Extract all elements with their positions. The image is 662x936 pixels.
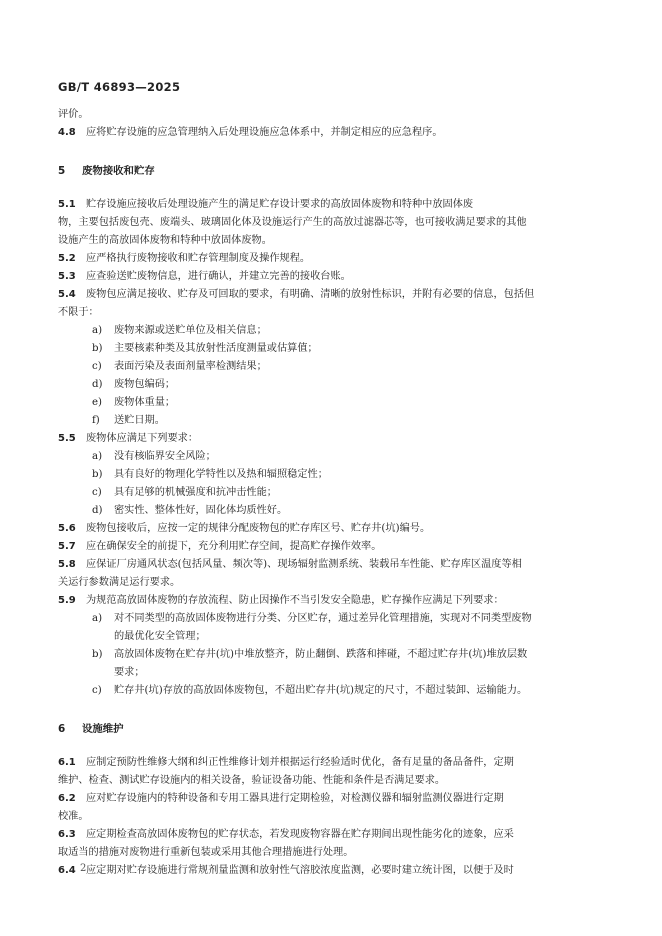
list-item-label: b)	[92, 469, 103, 480]
text-line	[92, 360, 267, 374]
text-line	[58, 540, 381, 554]
text-line	[92, 342, 318, 356]
section-title: 废物接收和贮存	[82, 165, 155, 177]
text-line	[58, 288, 534, 302]
text-line	[58, 198, 473, 212]
text-line	[58, 864, 514, 878]
list-item-label: b)	[92, 649, 103, 660]
line-text: 废物包编码；	[114, 379, 176, 390]
page-number: 2	[80, 863, 87, 874]
text-line	[92, 324, 267, 338]
text-line	[58, 108, 89, 122]
clause-number: 5.4	[58, 289, 76, 300]
line-text: 应制定预防性维修大纲和纠正性维修计划并根据运行经验适时优化，备有足量的备品备件，定期	[86, 757, 514, 768]
clause-number: 5.1	[58, 199, 76, 210]
list-item-label: b)	[92, 343, 103, 354]
clause-number: 6.1	[58, 757, 76, 768]
clause-number: 6.4	[58, 865, 76, 876]
list-item-label: e)	[92, 397, 103, 408]
text-line	[58, 270, 351, 284]
text-line	[58, 576, 180, 590]
line-text: 废物来源或送贮单位及相关信息；	[114, 325, 267, 336]
clause-number: 5.5	[58, 433, 76, 444]
line-text: 主要核素种类及其放射性活度测量或估算值；	[114, 343, 318, 354]
list-item-label: c)	[92, 487, 102, 498]
section-heading	[58, 720, 124, 735]
list-item-label: a)	[92, 613, 103, 624]
line-text: 贮存设施应接收后处理设施产生的满足贮存设计要求的高放固体废物和特种中放固体废	[86, 199, 474, 210]
clause-number: 5.9	[58, 595, 76, 606]
text-line	[92, 684, 527, 698]
text-line	[92, 612, 532, 626]
document-header: GB/T 46893—2025	[58, 80, 181, 94]
line-text: 关运行参数满足运行要求。	[58, 577, 181, 588]
line-text: 应对贮存设施内的特种设备和专用工器具进行定期检验，对检测仪器和辐射监测仪器进行定期	[86, 793, 504, 804]
text-line	[58, 810, 89, 824]
list-item-label: d)	[92, 505, 103, 516]
section-title: 设施维护	[82, 723, 124, 735]
line-text: 应查验送贮废物信息，进行确认，并建立完善的接收台账。	[86, 271, 351, 282]
line-text: 校准。	[58, 811, 89, 822]
text-line	[58, 774, 445, 788]
section-number: 5	[58, 165, 66, 177]
text-line	[58, 252, 310, 266]
text-line	[92, 450, 216, 464]
list-item-label: c)	[92, 361, 102, 372]
line-text: 具有足够的机械强度和抗冲击性能；	[114, 487, 277, 498]
line-text: 物，主要包括废包壳、废端头、玻璃固化体及设施运行产生的高放过滤器芯等，也可接收满足要求的其他	[58, 217, 527, 228]
line-text: 废物体重量；	[114, 397, 176, 408]
text-line	[92, 504, 287, 518]
line-text: 评价。	[58, 109, 89, 120]
text-line	[58, 432, 198, 446]
text-line	[58, 306, 99, 320]
clause-number: 5.7	[58, 541, 76, 552]
line-text: 不限于：	[58, 307, 99, 318]
line-text: 贮存井(坑)存放的高放固体废物包，不超出贮存井(坑)规定的尺寸，不超过装卸、运输能力。	[114, 685, 528, 696]
clause-number: 6.3	[58, 829, 76, 840]
line-text: 应定期检查高放固体废物包的贮存状态，若发现废物容器在贮存期间出现性能劣化的迹象，应采	[86, 829, 514, 840]
clause-number: 5.3	[58, 271, 76, 282]
line-text: 应保证厂房通风状态(包括风量、频次等)、现场辐射监测系统、装载吊车性能、贮存库区温度等相	[86, 559, 522, 570]
line-text: 废物包接收后，应按一定的规律分配废物包的贮存库区号、贮存井(坑)编号。	[86, 523, 431, 534]
line-text: 要求；	[114, 667, 145, 678]
text-line	[58, 792, 504, 806]
text-line	[114, 630, 206, 644]
line-text: 高放固体废物在贮存井(坑)中堆放整齐，防止翻倒、跌落和摔碰，不超过贮存井(坑)堆放层数	[114, 649, 528, 660]
list-item-label: c)	[92, 685, 102, 696]
list-item-label: a)	[92, 325, 103, 336]
text-line	[92, 486, 277, 500]
line-text: 没有核临界安全风险；	[114, 451, 216, 462]
line-text: 送贮日期。	[114, 415, 165, 426]
line-text: 密实性、整体性好，固化体均质性好。	[114, 505, 288, 516]
line-text: 为规范高放固体废物的存放流程、防止因操作不当引发安全隐患，贮存操作应满足下列要求：	[86, 595, 504, 606]
text-line	[92, 378, 175, 392]
text-line	[114, 666, 145, 680]
line-text: 取适当的措施对废物进行重新包装或采用其他合理措施进行处理。	[58, 847, 354, 858]
section-heading	[58, 162, 155, 177]
text-line	[58, 126, 443, 140]
text-line	[92, 648, 527, 662]
text-line	[58, 558, 522, 572]
section-number: 6	[58, 723, 66, 735]
text-line	[92, 414, 165, 428]
line-text: 应定期对贮存设施进行常规剂量监测和放射性气溶胶浓度监测，必要时建立统计图，以便于及时	[86, 865, 514, 876]
text-line	[92, 468, 328, 482]
list-item-label: d)	[92, 379, 103, 390]
clause-number: 4.8	[58, 127, 76, 138]
line-text: 废物包应满足接收、贮存及可回取的要求，有明确、清晰的放射性标识，并附有必要的信息，包括但	[86, 289, 535, 300]
list-item-label: f)	[92, 415, 100, 426]
line-text: 具有良好的物理化学特性以及热和辐照稳定性；	[114, 469, 328, 480]
clause-number: 5.8	[58, 559, 76, 570]
text-line	[58, 846, 353, 860]
text-line	[58, 756, 514, 770]
text-line	[92, 396, 175, 410]
line-text: 表面污染及表面剂量率检测结果；	[114, 361, 267, 372]
line-text: 应在确保安全的前提下，充分利用贮存空间，提高贮存操作效率。	[86, 541, 382, 552]
clause-number: 5.6	[58, 523, 76, 534]
line-text: 应将贮存设施的应急管理纳入后处理设施应急体系中，并制定相应的应急程序。	[86, 127, 443, 138]
text-line	[58, 522, 430, 536]
list-item-label: a)	[92, 451, 103, 462]
clause-number: 6.2	[58, 793, 76, 804]
clause-number: 5.2	[58, 253, 76, 264]
text-line	[58, 234, 272, 248]
line-text: 废物体应满足下列要求：	[86, 433, 199, 444]
text-line	[58, 828, 514, 842]
text-line	[58, 594, 504, 608]
line-text: 设施产生的高放固体废物和特种中放固体废物。	[58, 235, 272, 246]
line-text: 应严格执行废物接收和贮存管理制度及操作规程。	[86, 253, 311, 264]
text-line	[58, 216, 527, 230]
line-text: 维护、检查、测试贮存设施内的相关设备，验证设备功能、性能和条件是否满足要求。	[58, 775, 446, 786]
line-text: 的最优化安全管理；	[114, 631, 206, 642]
line-text: 对不同类型的高放固体废物进行分类、分区贮存，通过差异化管理措施，实现对不同类型废物	[114, 613, 532, 624]
